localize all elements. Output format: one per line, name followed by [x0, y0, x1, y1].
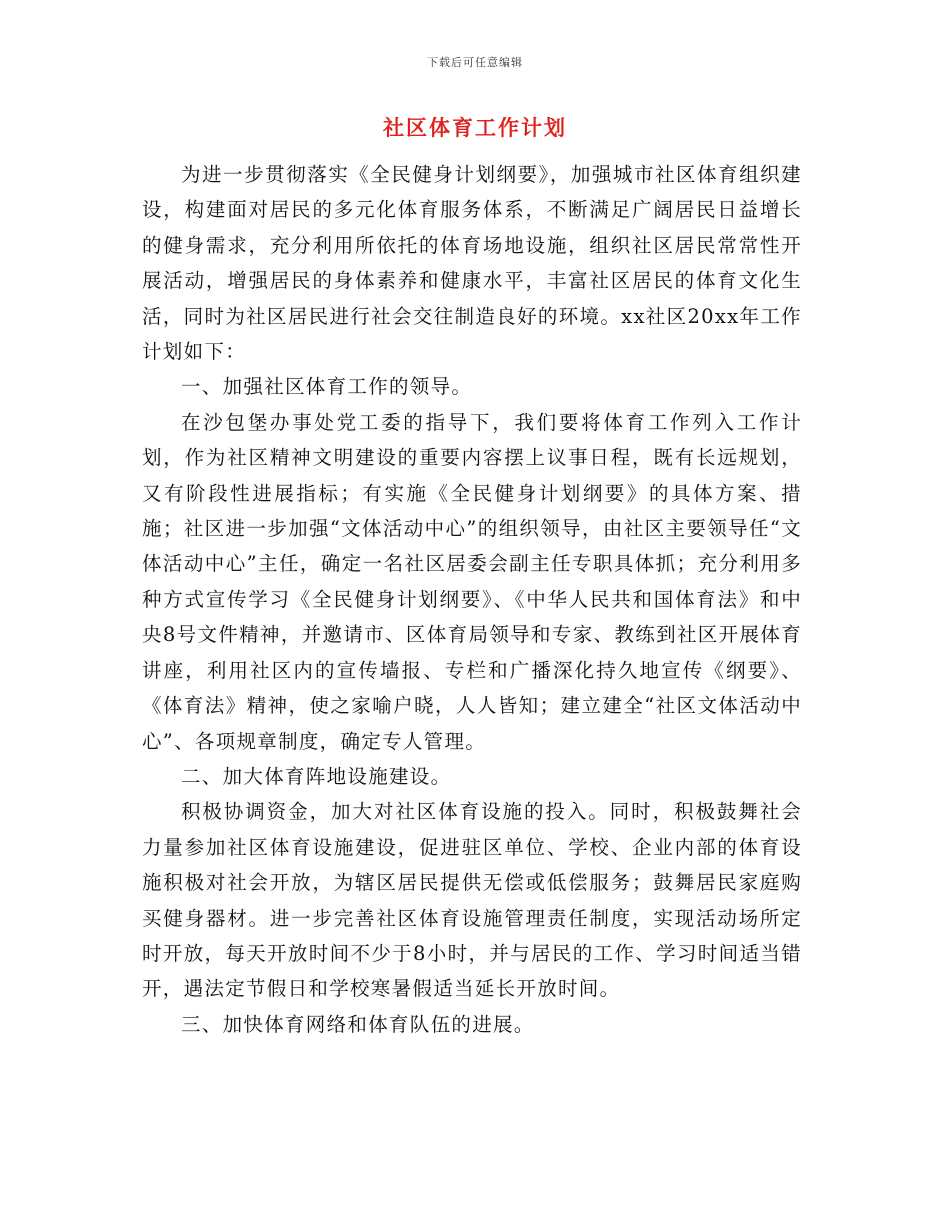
section-heading-3: 三、加快体育网络和体育队伍的进展。 — [181, 1012, 535, 1036]
document-body — [142, 157, 802, 1042]
section-heading-2: 二、加大体育阵地设施建设。 — [181, 764, 452, 788]
paragraph-section-2: 积极协调资金，加大对社区体育设施的投入。同时，积极鼓舞社会力量参加社区体育设施建设，促进驻区单位、学校、企业内部的体育设施积极对社会开放，为辖区居民提供无偿或低偿服务；鼓舞居民家庭购买健身器材。进一步完善社区体育设施管理责任制度，实现活动场所定时开放，每天开放时间不少于8小时，并与居民的工作、学习时间适当错开，遇法定节假日和学校寒暑假适当延长开放时间。 — [142, 800, 802, 1001]
header-note: 下载后可任意编辑 — [427, 56, 523, 69]
document-title: 社区体育工作计划 — [383, 115, 567, 140]
section-heading-1: 一、加强社区体育工作的领导。 — [181, 375, 473, 399]
paragraph-intro: 为进一步贯彻落实《全民健身计划纲要》，加强城市社区体育组织建设，构建面对居民的多元化体育服务体系，不断满足广阔居民日益增长的健身需求，充分利用所依托的体育场地设施，组织社区居民常常性开展活动，增强居民的身体素养和健康水平，丰富社区居民的体育文化生活，同时为社区居民进行社会交往制造良好的环境。xx社区20xx年工作计划如下： — [142, 163, 802, 364]
paragraph-section-1: 在沙包堡办事处党工委的指导下，我们要将体育工作列入工作计划，作为社区精神文明建设的重要内容摆上议事日程，既有长远规划，又有阶段性进展指标；有实施《全民健身计划纲要》的具体方案、措施；社区进一步加强“文体活动中心”的组织领导，由社区主要领导任“文体活动中心”主任，确定一名社区居委会副主任专职具体抓；充分利用多种方式宣传学习《全民健身计划纲要》、《中华人民共和国体育法》和中央8号文件精神，并邀请市、区体育局领导和专家、教练到社区开展体育讲座，利用社区内的宣传墙报、专栏和广播深化持久地宣传《纲要》、《体育法》精神，使之家喻户晓，人人皆知；建立建全“社区文体活动中心”、各项规章制度，确定专人管理。 — [142, 410, 802, 753]
